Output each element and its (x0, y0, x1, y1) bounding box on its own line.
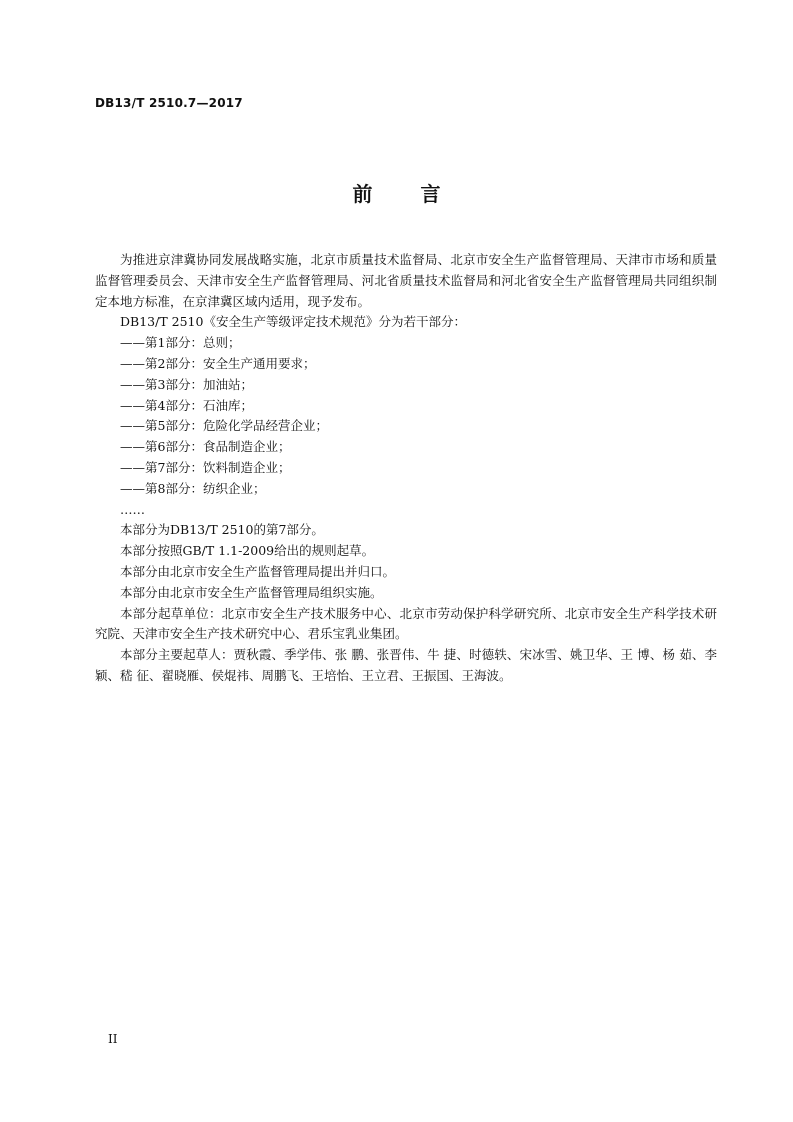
drafting-units-paragraph: 本部分起草单位：北京市安全生产技术服务中心、北京市劳动保护科学研究所、北京市安全生产科学技术研究院、天津市安全生产技术研究中心、君乐宝乳业集团。 (95, 605, 717, 642)
parts-intro: DB13/T 2510《安全生产等级评定技术规范》分为若干部分： (120, 314, 466, 330)
list-item: ——第3部分：加油站； (120, 376, 253, 392)
intro-paragraph: 为推进京津冀协同发展战略实施，北京市质量技术监督局、北京市安全生产监督管理局、天津市市场和质量监督管理委员会、天津市安全生产监督管理局、河北省质量技术监督局和河北省安全生产监督管理局共同组织制定本地方标准，在京津冀区域内适用，现予发布。 (95, 252, 717, 309)
statement-paragraph: 本部分由北京市安全生产监督管理局提出并归口。 (120, 563, 396, 579)
page-number: II (108, 1032, 118, 1046)
document-body (95, 250, 717, 687)
statement-paragraph: 本部分按照GB/T 1.1-2009给出的规则起草。 (120, 543, 375, 559)
list-item: ——第8部分：纺织企业； (120, 480, 266, 496)
title-char-1: 前 (352, 182, 373, 206)
list-item: ——第4部分：石油库； (120, 397, 253, 413)
title-char-2: 言 (420, 182, 441, 206)
drafters-paragraph: 本部分主要起草人：贾秋霞、季学伟、张 鹏、张晋伟、牛 捷、时德轶、宋冰雪、姚卫华、王 博、杨 茹、李 颖、嵇 征、翟晓雁、侯焜祎、周鹏飞、王培怡、王立君、王振国、王海波。 (95, 647, 717, 683)
document-code: DB13/T 2510.7—2017 (95, 96, 243, 110)
list-item: ——第5部分：危险化学品经营企业； (120, 418, 328, 434)
page-title (0, 178, 793, 207)
list-item: ——第2部分：安全生产通用要求； (120, 355, 316, 371)
list-item: ——第7部分：饮料制造企业； (120, 459, 291, 475)
statement-paragraph: 本部分为DB13/T 2510的第7部分。 (120, 522, 324, 538)
list-item: …… (120, 501, 145, 517)
parts-list (95, 333, 717, 520)
list-item: ——第1部分：总则； (120, 335, 241, 351)
statement-paragraph: 本部分由北京市安全生产监督管理局组织实施。 (120, 584, 383, 600)
list-item: ——第6部分：食品制造企业； (120, 439, 291, 455)
